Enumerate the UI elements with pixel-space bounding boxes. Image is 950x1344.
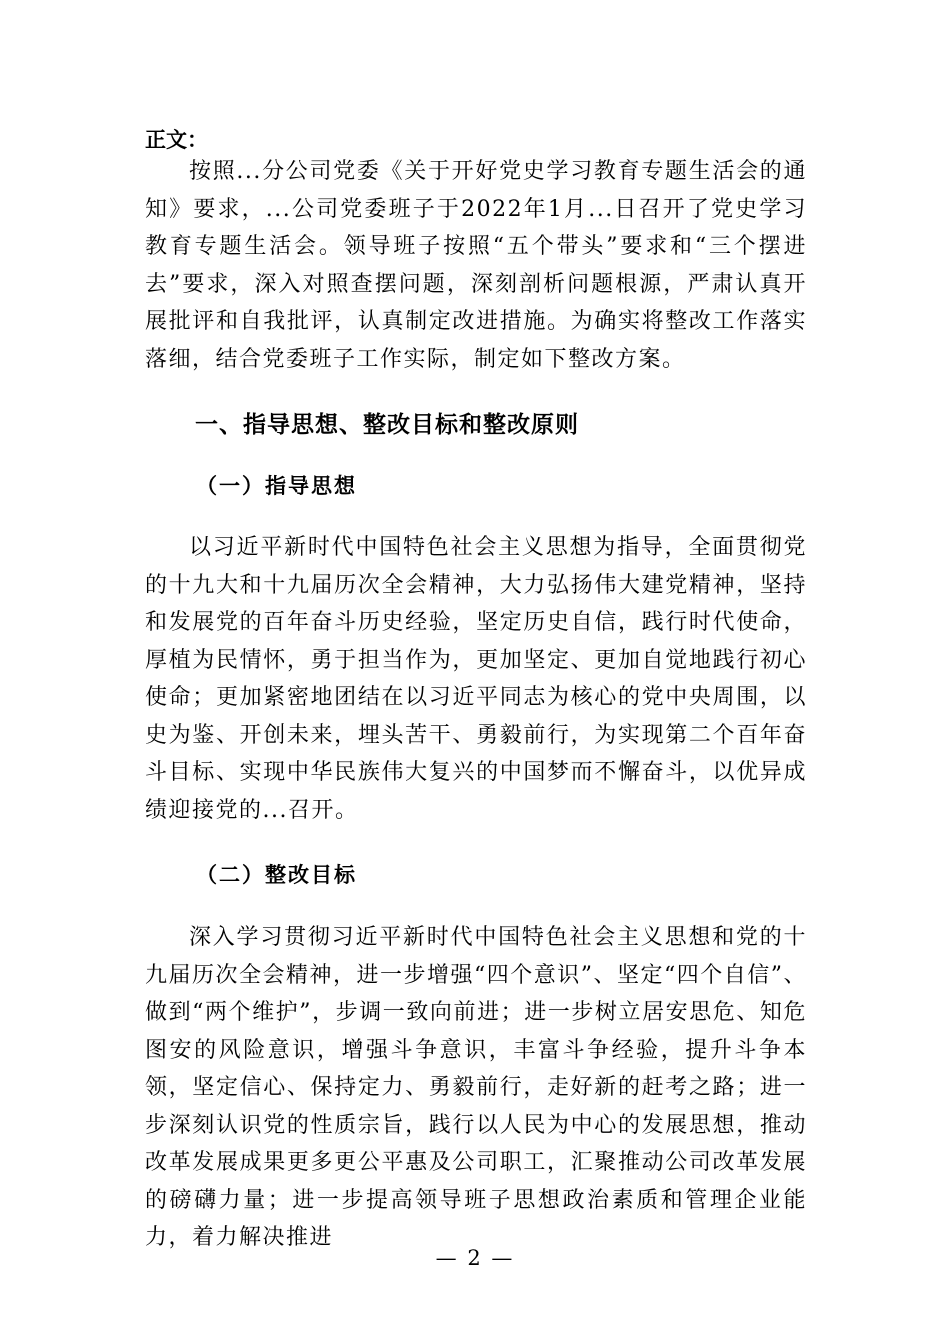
intro-paragraph: 按照...分公司党委《关于开好党史学习教育专题生活会的通知》要求，...公司党委班子于2022年1月...日召开了党史学习教育专题生活会。领导班子按照“五个带头”要求和“三个摆进去”要求，深入对照查摆问题，深刻剖析问题根源，严肃认真开展批评和自我批评，认真制定改进措施。为确实将整改工作落实落细，结合党委班子工作实际，制定如下整改方案。	[145, 159, 807, 372]
subsection-1-block	[145, 529, 807, 829]
section-1-heading: 一、指导思想、整改目标和整改原则	[195, 412, 579, 438]
subsection-2-heading: （二）整改目标	[196, 863, 357, 887]
page-number: — 2 —	[435, 1246, 515, 1270]
subsection-1-heading: （一）指导思想	[196, 474, 357, 498]
subsection-1-paragraph: 以习近平新时代中国特色社会主义思想为指导，全面贯彻党的十九大和十九届历次全会精神，大力弘扬伟大建党精神，坚持和发展党的百年奋斗历史经验，坚定历史自信，践行时代使命，厚植为民情怀，勇于担当作为，更加坚定、更加自觉地践行初心使命；更加紧密地团结在以习近平同志为核心的党中央周围，以史为鉴、开创未来，埋头苦干、勇毅前行，为实现第二个百年奋斗目标、实现中华民族伟大复兴的中国梦而不懈奋斗，以优异成绩迎接党的...召开。	[145, 535, 807, 823]
subsection-2-paragraph: 深入学习贯彻习近平新时代中国特色社会主义思想和党的十九届历次全会精神，进一步增强“四个意识”、坚定“四个自信”、做到“两个维护”，步调一致向前进；进一步树立居安思危、知危图安的风险意识，增强斗争意识，丰富斗争经验，提升斗争本领，坚定信心、保持定力、勇毅前行，走好新的赶考之路；进一步深刻认识党的性质宗旨，践行以人民为中心的发展思想，推动改革发展成果更多更公平惠及公司职工，汇聚推动公司改革发展的磅礴力量；进一步提高领导班子思想政治素质和管理企业能力，着力解决推进	[145, 925, 807, 1250]
body-label: 正文：	[145, 128, 208, 152]
intro-paragraph-block	[145, 153, 807, 378]
subsection-2-block	[145, 919, 807, 1257]
